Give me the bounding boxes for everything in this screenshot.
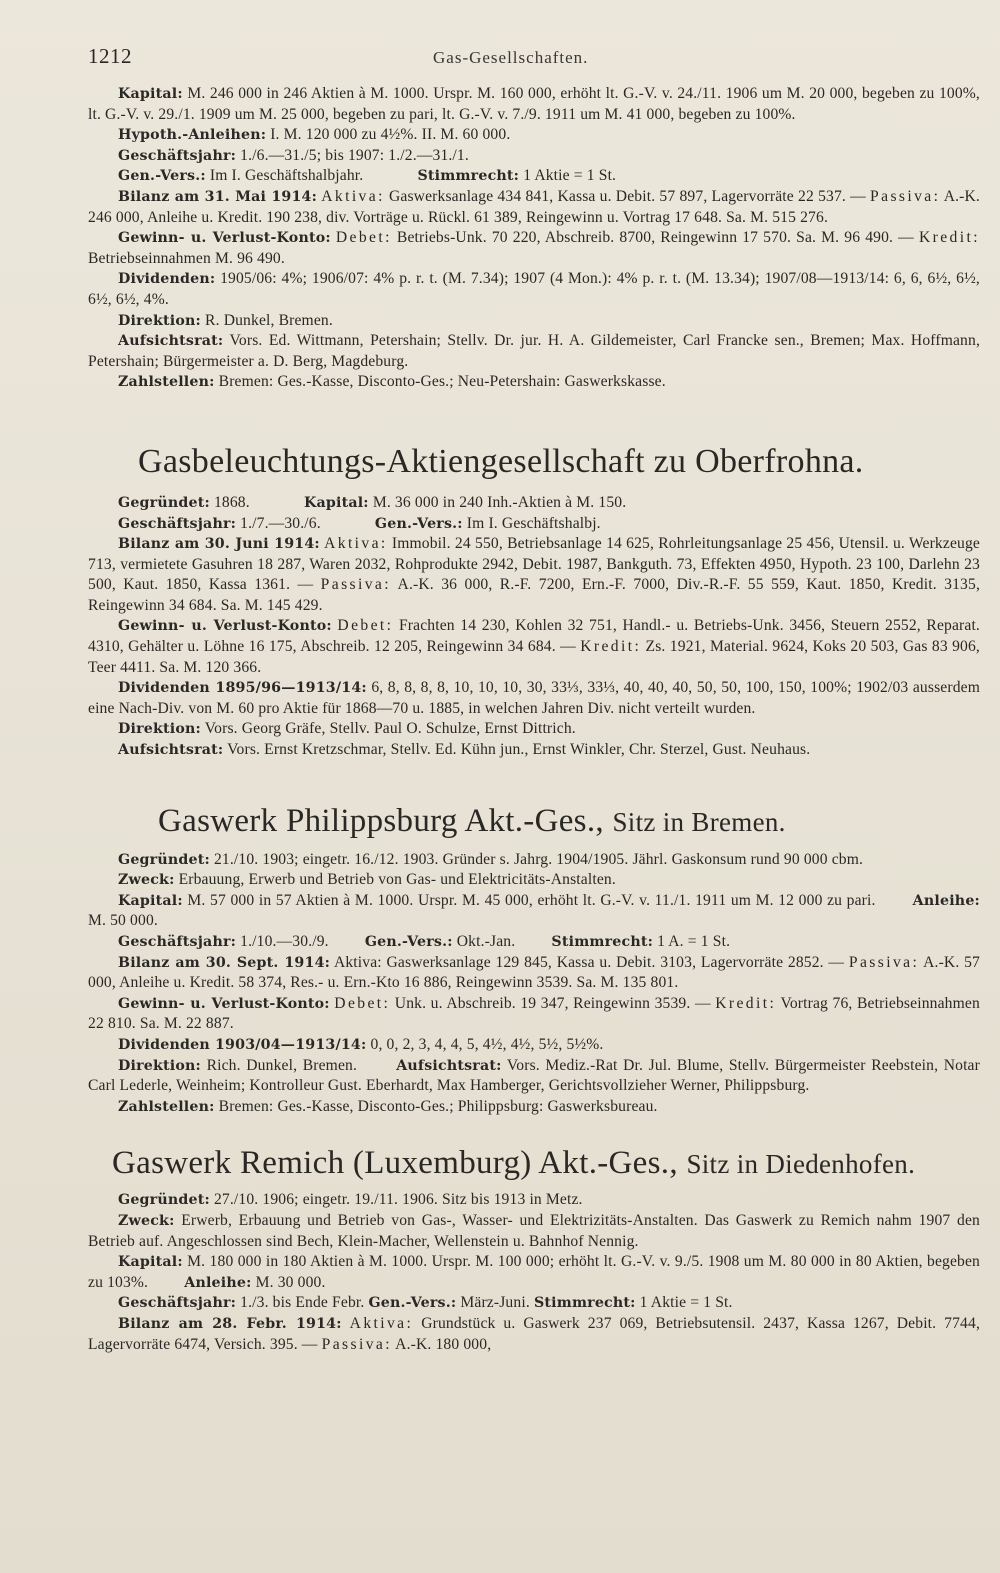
geschaeftsjahr-label: Geschäftsjahr: [118,147,237,164]
geschaeftsjahr-label: Geschäftsjahr: [118,515,237,532]
bilanz-paragraph [88,1314,980,1355]
entry-philippsburg [88,850,980,1118]
kredit-label: Kredit: [580,638,642,656]
zweck-label: Zweck: [118,1212,175,1229]
guv-label: Gewinn- u. Verlust-Konto: [118,230,331,247]
stimmrecht-text: 1 A. = 1 St. [657,933,731,950]
aktiva-label: Aktiva: [324,535,388,553]
dividenden-label: Dividenden: [118,271,216,288]
aufsichtsrat-paragraph [88,740,980,761]
aufsichtsrat-paragraph [88,331,980,372]
hypothek-label: Hypoth.-Anleihen: [118,127,267,144]
entry-remich [88,1190,980,1355]
geschaeftsjahr-paragraph [88,932,980,953]
aufsichtsrat-text: Vors. Ed. Wittmann, Petershain; Stellv. Dr. jur. H. A. Gildemeister, Carl Francke sen., Bremen; Max. Hoffmann, Petershain; Bürgermeister a. D. Berg, Magdeburg. [88,332,980,370]
genvers-label: Gen.-Vers.: [364,934,453,950]
dividenden-text: 0, 0, 2, 3, 4, 4, 5, 4½, 4½, 5½, 5½%. [370,1035,604,1053]
gegruendet-paragraph [88,493,980,514]
kredit-label: Kredit: [918,229,980,247]
genvers-text: März-Juni. [460,1294,530,1312]
kapital-label: Kapital: [303,494,369,511]
zweck-text: Erwerb, Erbauung und Betrieb von Gas-, Wasser- und Elektrizitäts-Anstalten. Das Gaswerk zu Remich nahm 1907 den Betrieb auf. Angeschlossen sind Bech, Klein-Macher, Wellenstein u. Bahnhof Nennig. [88,1211,980,1250]
genvers-text: Im I. Geschäftshalbj. [466,514,601,532]
bilanz-paragraph [88,187,980,228]
gegruendet-label: Gegründet: [118,494,210,511]
passiva-text: A.-K. 36 000, R.-F. 7200, Ern.-F. 7000, Div.-R.-F. 55 559, Kaut. 1850, Kredit. 3135, Reingewinn 34 684. Sa. M. 145 429. [88,576,980,614]
aufsichtsrat-label: Aufsichtsrat: [118,333,224,350]
geschaeftsjahr-label: Geschäftsjahr: [118,934,237,950]
dividenden-label: Dividenden 1895/96—1913/14: [118,680,367,697]
kredit-text: Vortrag 76, Betriebseinnahmen 22 810. Sa. M. 22 887. [88,994,980,1033]
bilanz-label: Bilanz am 28. Febr. 1914: [118,1315,342,1332]
aufsichtsrat-text: Vors. Ernst Kretzschmar, Stellv. Ed. Kühn jun., Ernst Winkler, Chr. Sterzel, Gust. Neuhaus. [227,741,811,759]
hypothek-text: I. M. 120 000 zu 4½%. II. M. 60 000. [270,126,511,144]
kapital-paragraph [88,84,980,125]
gegruendet-text: 27./10. 1906; eingetr. 19./11. 1906. Sitz bis 1913 in Metz. [213,1191,583,1209]
hypothek-paragraph [88,125,980,146]
stimmrecht-text: 1 Aktie = 1 St. [639,1294,733,1312]
guv-paragraph [88,994,980,1035]
gegruendet-text: 21./10. 1903; eingetr. 16./12. 1903. Gründer s. Jahrg. 1904/1905. Jährl. Gaskonsum rund 90 000 cbm. [213,850,864,868]
company-title-philippsburg [88,803,980,840]
direktion-label: Direktion: [118,1057,201,1074]
aktiva-text: Grundstück u. Gaswerk 237 069, Betriebsutensil. 2437, Kassa 1267, Debit. 7744, Lagervorräte 6474, Versich. 395. — [88,1314,980,1353]
bilanz-paragraph [88,953,980,994]
company-title-text: Gasbeleuchtungs-Aktiengesellschaft zu Oberfrohna. [138,442,864,480]
dividenden-text: 6, 8, 8, 8, 8, 10, 10, 10, 30, 33⅓, 33⅓, 40, 40, 40, 50, 50, 100, 150, 100%; 1902/03 ausserdem eine Nach-Div. von M. 60 pro Aktie für 1868—70 u. 1885, in welchen Jahren Div. nicht verteilt wurden. [88,679,980,717]
aktiva-text: Immobil. 24 550, Betriebsanlage 14 625, Rohrleitungsanlage 25 456, Utensil. u. Werkzeuge 713, vermietete Gasuhren 18 287, Waren 2032, Rohprodukte 2942, Debit. 1987, Bankguth. 73, Effekten 4950, Hypoth. 23 100, Darlehn 23 500, Kaut. 1850, Kassa 1361. — [88,535,980,594]
aktiva-label: Aktiva: [349,1314,414,1332]
geschaeftsjahr-paragraph [88,146,980,167]
debet-text: Betriebs-Unk. 70 220, Abschreib. 8700, Reingewinn 17 570. Sa. M. 96 490. — [396,229,914,247]
geschaeftsjahr-text: 1./10.—30./9. [240,933,329,950]
genvers-label: Gen.-Vers.: [368,1295,457,1312]
bilanz-paragraph [88,534,980,616]
anleihe-text: M. 30 000. [255,1273,326,1291]
debet-label: Debet: [337,617,394,635]
bilanz-label: Bilanz am 31. Mai 1914: [118,188,318,205]
company-title-text: Gaswerk Remich (Luxemburg) Akt.-Ges., [112,1145,678,1182]
kapital-text: M. 57 000 in 57 Aktien à M. 1000. Urspr. M. 45 000, erhöht lt. G.-V. v. 11./1. 1911 um M. 12 000 zu pari. [187,891,876,909]
gegruendet-label: Gegründet: [118,1192,210,1209]
company-title-text: Gaswerk Philippsburg Akt.-Ges., [158,802,604,839]
debet-text: Frachten 14 230, Kohlen 32 751, Handl.- u. Betriebs-Unk. 3456, Steuern 2552, Reparat. 4310, Gehälter u. Löhne 16 175, Abschreib. 12 205, Reingewinn 34 684. — [88,617,980,656]
geschaeftsjahr-paragraph [88,514,980,535]
aufsichtsrat-label: Aufsichtsrat: [118,742,224,759]
guv-label: Gewinn- u. Verlust-Konto: [118,618,332,635]
aktiva-text: Gaswerksanlage 129 845, Kassa u. Debit. 3103, Lagervorräte 2852. — [386,953,845,971]
anleihe-label: Anleihe: [184,1274,252,1291]
bilanz-label: Bilanz am 30. Juni 1914: [118,536,320,553]
genvers-paragraph [88,166,980,187]
direktion-text: Rich. Dunkel, Bremen. [206,1056,358,1074]
zahlstellen-label: Zahlstellen: [118,1098,215,1115]
zweck-paragraph [88,870,980,891]
aktiva-label: Aktiva: [333,953,382,971]
direktion-paragraph [88,311,980,332]
entry-continued [88,84,980,393]
kapital-label: Kapital: [118,892,183,909]
geschaeftsjahr-label: Geschäftsjahr: [118,1295,237,1312]
debet-label: Debet: [335,229,392,247]
kapital-paragraph [88,1252,980,1293]
passiva-label: Passiva: [321,1335,392,1353]
kapital-text: M. 36 000 in 240 Inh.-Aktien à M. 150. [372,493,627,511]
zahlstellen-text: Bremen: Ges.-Kasse, Disconto-Ges.; Philippsburg: Gaswerksbureau. [218,1097,658,1115]
genvers-text: Okt.-Jan. [456,933,516,950]
zahlstellen-label: Zahlstellen: [118,374,215,391]
direktion-text: Vors. Georg Gräfe, Stellv. Paul O. Schulze, Ernst Dittrich. [204,720,576,738]
debet-text: Unk. u. Abschreib. 19 347, Reingewinn 3539. — [394,994,711,1012]
guv-label: Gewinn- u. Verlust-Konto: [118,995,330,1012]
bilanz-label: Bilanz am 30. Sept. 1914: [118,954,331,971]
genvers-label: Gen.-Vers.: [374,515,463,532]
gegruendet-text: 1868. [213,493,250,511]
zweck-label: Zweck: [118,872,175,889]
passiva-text: A.-K. 57 000, Anleihe u. Kredit. 58 374, Res.- u. Ern.-Kto 16 886, Reingewinn 3539. Sa. M. 135 801. [88,953,980,992]
anleihe-label: Anleihe: [912,892,980,909]
kapital-label: Kapital: [118,1254,183,1271]
stimmrecht-label: Stimmrecht: [551,934,654,950]
genvers-label: Gen.-Vers.: [118,168,206,185]
kapital-text: M. 246 000 in 246 Aktien à M. 1000. Urspr. M. 160 000, erhöht lt. G.-V. v. 24./11. 1906 um M. 20 000, begeben zu 100%, lt. G.-V. v. 29./1. 1909 um M. 25 000, begeben zu pari, lt. G.-V. v. 7./9. 1911 um M. 41 000, begeben zu 100%. [88,85,980,123]
running-title: Gas-Gesellschaften. [433,48,589,67]
dividenden-paragraph [88,269,980,310]
passiva-text: A.-K. 180 000, [395,1335,492,1353]
passiva-text: A.-K. 246 000, Anleihe u. Kredit. 190 238, div. Vorträge u. Rückl. 61 389, Reingewinn u. Vortrag 17 648. Sa. M. 515 276. [88,187,980,226]
stimmrecht-label: Stimmrecht: [533,1295,636,1312]
entry-oberfrohna [88,493,980,761]
kapital-label: Kapital: [118,86,183,102]
aktiva-label: Aktiva: [321,187,385,205]
zahlstellen-paragraph [88,1097,980,1118]
geschaeftsjahr-text: 1./6.—31./5; bis 1907: 1./2.—31./1. [240,146,469,164]
dividenden-paragraph [88,1035,980,1056]
geschaeftsjahr-text: 1./7.—30./6. [240,514,321,532]
guv-paragraph [88,616,980,678]
geschaeftsjahr-paragraph [88,1293,980,1314]
kapital-paragraph [88,891,980,932]
direktion-paragraph [88,1056,980,1097]
kredit-text: Zs. 1921, Material. 9624, Koks 20 503, Gas 83 906, Teer 4411. Sa. M. 120 366. [88,638,980,676]
page-number: 1212 [88,44,132,68]
zweck-text: Erbauung, Erwerb und Betrieb von Gas- und Elektricitäts-Anstalten. [178,871,616,889]
passiva-label: Passiva: [848,953,920,971]
company-seat: Sitz in Diedenhofen. [686,1149,916,1180]
zahlstellen-paragraph [88,372,980,393]
geschaeftsjahr-text: 1./3. bis Ende Febr. [240,1294,365,1312]
guv-paragraph [88,228,980,269]
company-title-remich [88,1145,980,1182]
direktion-text: R. Dunkel, Bremen. [205,311,333,329]
gegruendet-paragraph [88,1190,980,1211]
gegruendet-label: Gegründet: [118,851,210,868]
dividenden-text: 1905/06: 4%; 1906/07: 4% p. r. t. (M. 7.34); 1907 (4 Mon.): 4% p. r. t. (M. 13.34); 1907/08—1913/14: 6, 6, 6½, 6½, 6½, 6½, 4%. [88,270,980,308]
stimmrecht-label: Stimmrecht: [417,168,520,185]
zweck-paragraph [88,1211,980,1252]
dividenden-label: Dividenden 1903/04—1913/14: [118,1036,367,1053]
passiva-label: Passiva: [870,187,941,205]
dividenden-paragraph [88,678,980,719]
running-head [88,44,980,84]
genvers-text: Im I. Geschäftshalbjahr. [209,167,364,185]
gegruendet-paragraph [88,850,980,871]
direktion-label: Direktion: [118,312,201,329]
direktion-paragraph [88,719,980,740]
aktiva-text: Gaswerksanlage 434 841, Kassa u. Debit. 57 897, Lagervorräte 22 537. — [388,187,866,205]
kapital-text: M. 180 000 in 180 Aktien à M. 1000. Urspr. M. 100 000; erhöht lt. G.-V. v. 9./5. 1908 um M. 80 000 in 80 Aktien, begeben zu 103%. [88,1253,980,1291]
zahlstellen-text: Bremen: Ges.-Kasse, Disconto-Ges.; Neu-Petershain: Gaswerkskasse. [218,373,666,391]
kredit-text: Betriebseinnahmen M. 96 490. [88,249,285,267]
direktion-label: Direktion: [118,721,201,738]
company-title-oberfrohna [88,443,980,481]
kredit-label: Kredit: [715,994,777,1012]
aufsichtsrat-label: Aufsichtsrat: [396,1057,502,1074]
stimmrecht-text: 1 Aktie = 1 St. [523,167,617,185]
company-seat: Sitz in Bremen. [612,806,786,837]
passiva-label: Passiva: [320,576,391,594]
anleihe-text: M. 50 000. [88,912,158,930]
debet-label: Debet: [334,994,391,1012]
aufsichtsrat-text: Vors. Mediz.-Rat Dr. Jul. Blume, Stellv. Bürgermeister Reebstein, Notar Carl Lederle, Weinheim; Kontrolleur Gust. Eberhardt, Max Hamberger, Gerichtsvollzieher Werner, Philippsburg. [88,1056,980,1095]
